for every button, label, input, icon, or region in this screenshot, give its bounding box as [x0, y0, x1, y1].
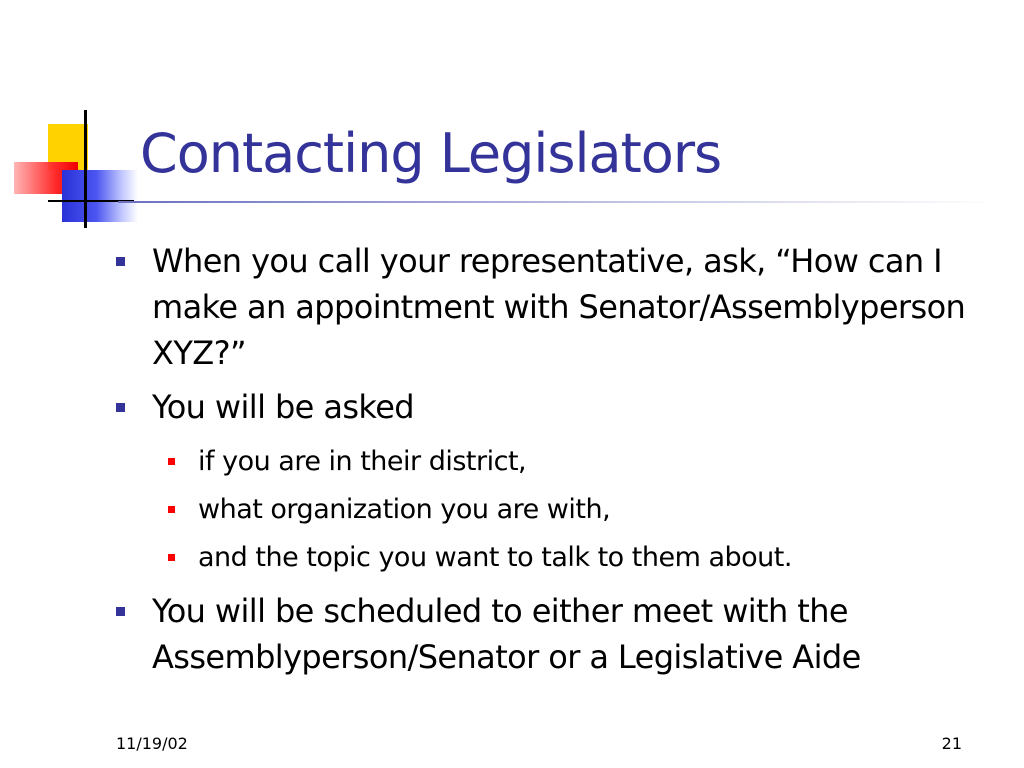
sub-bullet-item: [168, 486, 996, 534]
red-square-bullet-icon: [168, 506, 175, 513]
slide-logo-decoration: [0, 0, 200, 240]
red-square-bullet-icon: [168, 554, 175, 561]
sub-bullet-group: [116, 438, 996, 582]
sub-bullet-list: [116, 438, 996, 582]
footer-date: 11/19/02: [116, 734, 188, 753]
sub-bullet-item: [168, 534, 996, 582]
vertical-rule: [84, 110, 87, 228]
bullet-text: You will be scheduled to either meet with the Assemblyperson/Senator or a Legislative Aide: [152, 592, 861, 676]
bullet-item: [116, 588, 996, 680]
bullet-list: [116, 238, 996, 688]
sub-bullet-text: what organization you are with,: [198, 494, 611, 525]
blue-square: [62, 170, 138, 222]
slide-title: Contacting Legislators: [140, 122, 722, 185]
sub-bullet-text: if you are in their district,: [198, 446, 527, 477]
title-underline: [118, 201, 998, 203]
bullet-item: [116, 238, 996, 376]
slide-number: 21: [941, 734, 962, 753]
square-bullet-icon: [116, 607, 125, 616]
sub-bullet-item: [168, 438, 996, 486]
bullet-item: [116, 384, 996, 430]
square-bullet-icon: [116, 403, 125, 412]
bullet-text: You will be asked: [152, 388, 414, 426]
bullet-text: When you call your representative, ask, “How can I make an appointment with Senator/Assemblyperson XYZ?”: [152, 242, 966, 372]
red-square-bullet-icon: [168, 458, 175, 465]
sub-bullet-text: and the topic you want to talk to them about.: [198, 542, 792, 573]
square-bullet-icon: [116, 257, 125, 266]
